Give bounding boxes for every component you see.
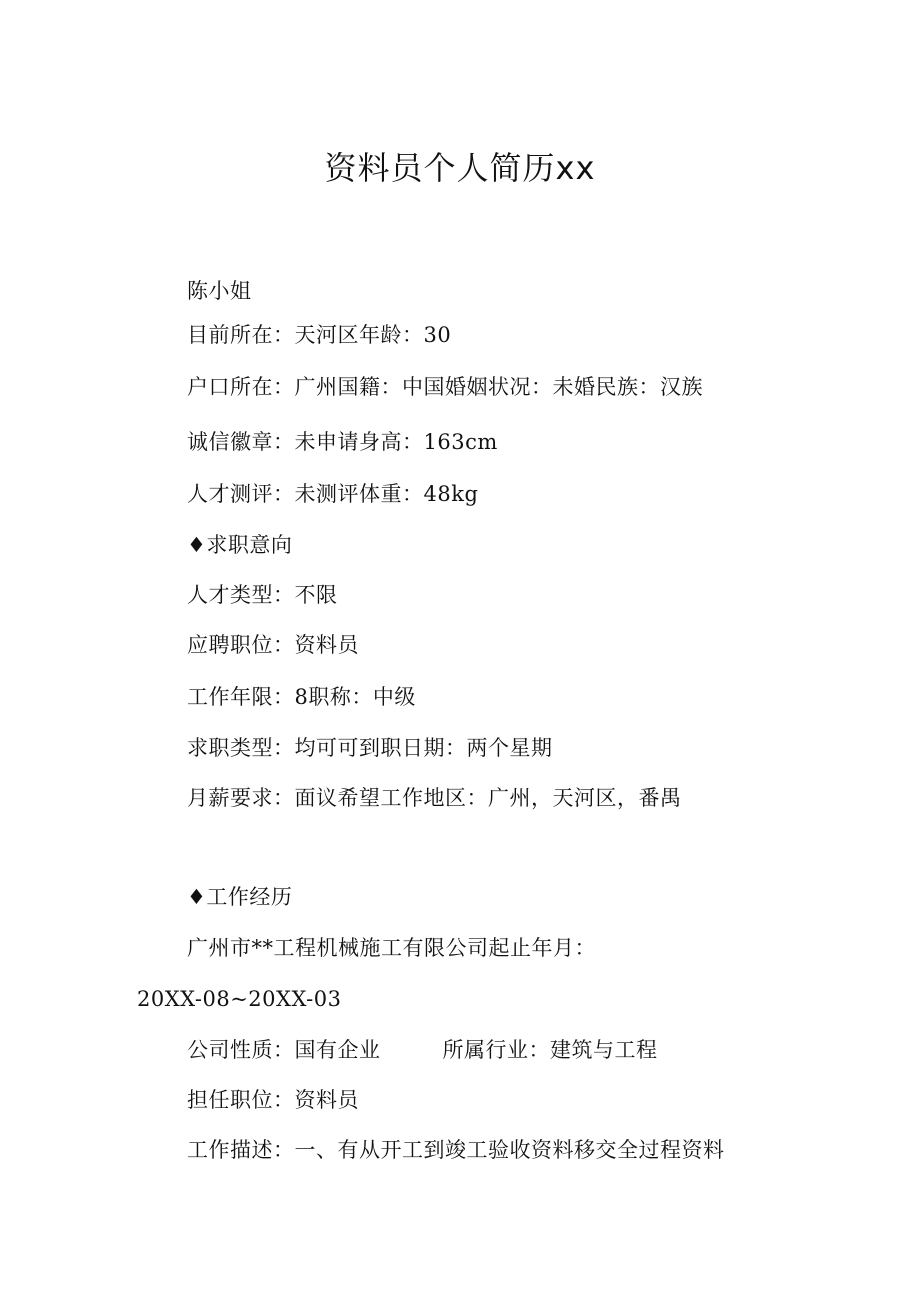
work-experience-period: 20XX-08~20XX-03: [137, 987, 342, 1011]
work-experience-description: 工作描述：一、有从开工到竣工验收资料移交全过程资料: [187, 1138, 725, 1162]
work-experience-position: 担任职位：资料员: [187, 1088, 359, 1112]
basic-info-location-age: 目前所在：天河区年龄：30: [187, 323, 452, 347]
job-intent-position: 应聘职位：资料员: [187, 633, 359, 657]
document-title: 资料员个人简历xx: [324, 149, 596, 187]
work-experience-industry: 所属行业：建筑与工程: [442, 1038, 658, 1062]
job-intent-salary-region: 月薪要求：面议希望工作地区：广州，天河区，番禺: [187, 786, 682, 810]
work-experience-company-nature: 公司性质：国有企业: [187, 1038, 381, 1062]
basic-info-household-nationality: 户口所在：广州国籍：中国婚姻状况：未婚民族：汉族: [187, 375, 703, 399]
work-experience-company: 广州市**工程机械施工有限公司起止年月：: [187, 936, 596, 960]
work-experience-nature-industry: [187, 1035, 658, 1065]
job-intent-talent-type: 人才类型：不限: [187, 583, 338, 607]
job-intent-type-availability: 求职类型：均可可到职日期：两个星期: [187, 736, 553, 760]
basic-info-badge-height: 诚信徽章：未申请身高：163cm: [187, 430, 498, 454]
basic-info-assessment-weight: 人才测评：未测评体重：48kg: [187, 482, 479, 506]
job-intent-heading: ♦求职意向: [187, 533, 293, 557]
candidate-name: 陈小姐: [187, 279, 252, 303]
work-experience-heading: ♦工作经历: [187, 885, 293, 909]
job-intent-years-title: 工作年限：8职称：中级: [187, 685, 416, 709]
